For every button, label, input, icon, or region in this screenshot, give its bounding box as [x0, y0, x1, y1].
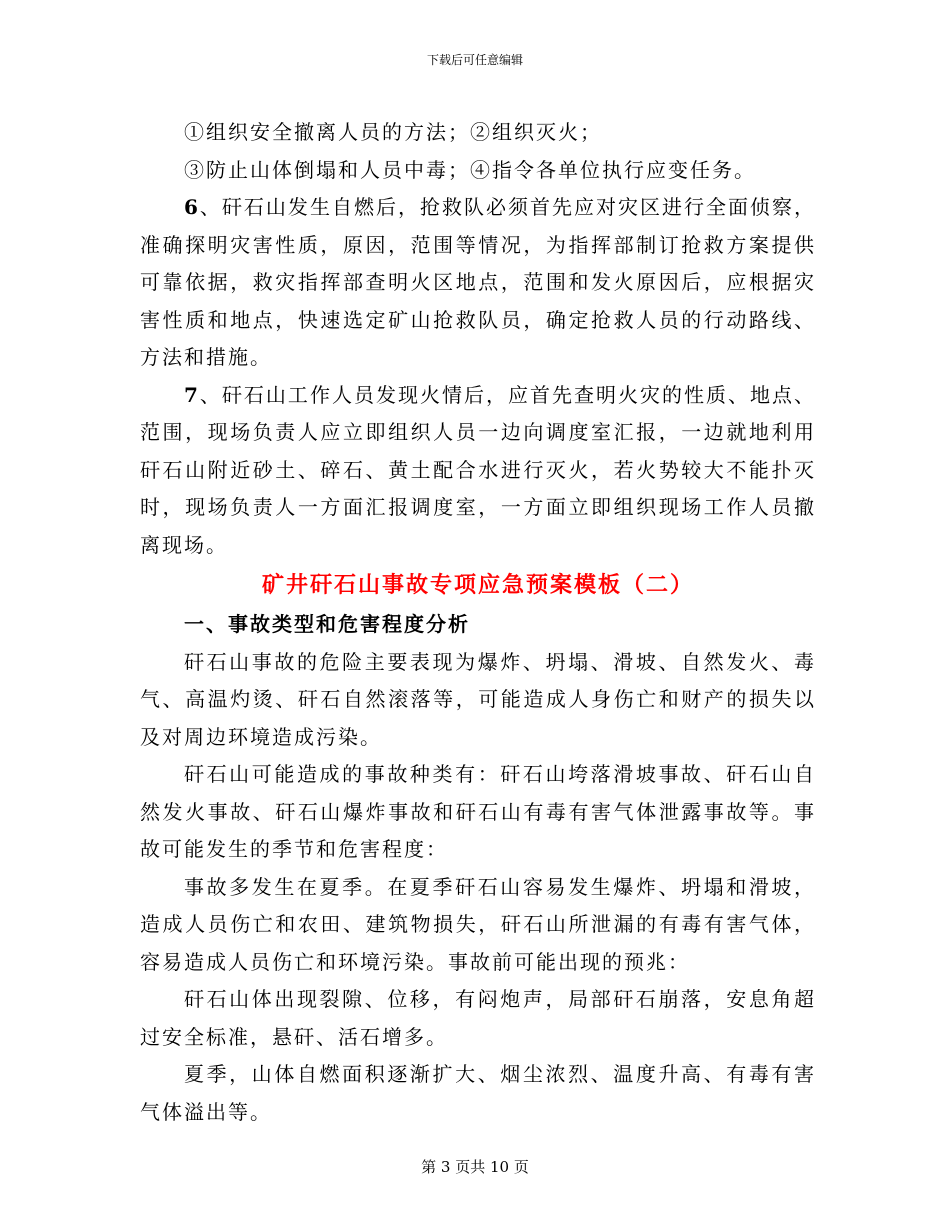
- paragraph-5: 夏季，山体自燃面积逐渐扩大、烟尘浓烈、温度升高、有毒有害气体溢出等。: [140, 1062, 816, 1124]
- item-6-text: 、矸石山发生自燃后，抢救队必须首先应对灾区进行全面侦察，准确探明灾害性质，原因，范围等情况，为指挥部制订抢救方案提供可靠依据，救灾指挥部查明火区地点，范围和发火原因后，应根据灾害性质和地点，快速选定矿山抢救队员，确定抢救人员的行动路线、方法和措施。: [140, 195, 816, 369]
- item-7-paragraph: [140, 377, 816, 565]
- paragraph-1: 矸石山事故的危险主要表现为爆炸、坍塌、滑坡、自然发火、毒气、高温灼烫、矸石自然滚落等，可能造成人身伤亡和财产的损失以及对周边环境造成污染。: [140, 649, 816, 749]
- document-body: [140, 114, 816, 1131]
- item-7-number: 7: [184, 382, 200, 407]
- subheading: 一、事故类型和危害程度分析: [184, 612, 470, 636]
- section-title: 矿井矸石山事故专项应急预案模板（二）: [261, 572, 694, 598]
- options-line-2: ③防止山体倒塌和人员中毒；④指令各单位执行应变任务。: [184, 157, 756, 182]
- options-line-1: ①组织安全撤离人员的方法；②组织灭火；: [184, 120, 602, 144]
- page-footer: 第 3 页共 10 页: [421, 1158, 529, 1176]
- item-7-text: 、矸石山工作人员发现火情后，应首先查明火灾的性质、地点、范围，现场负责人应立即组织人员一边向调度室汇报，一边就地利用矸石山附近砂土、碎石、黄土配合水进行灭火，若火势较大不能扑灭时，现场负责人一方面汇报调度室，一方面立即组织现场工作人员撤离现场。: [140, 382, 816, 557]
- item-6-paragraph: [140, 189, 816, 377]
- paragraph-2: 矸石山可能造成的事故种类有：矸石山垮落滑坡事故、矸石山自然发火事故、矸石山爆炸事故和矸石山有毒有害气体泄露事故等。事故可能发生的季节和危害程度：: [140, 762, 816, 861]
- paragraph-3: 事故多发生在夏季。在夏季矸石山容易发生爆炸、坍塌和滑坡，造成人员伤亡和农田、建筑物损失，矸石山所泄漏的有毒有害气体，容易造成人员伤亡和环境污染。事故前可能出现的预兆：: [140, 874, 816, 974]
- item-6-number: 6: [184, 195, 200, 219]
- page-header: 下载后可任意编辑: [426, 53, 523, 67]
- paragraph-4: 矸石山体出现裂隙、位移，有闷炮声，局部矸石崩落，安息角超过安全标准，悬矸、活石增多。: [140, 987, 816, 1049]
